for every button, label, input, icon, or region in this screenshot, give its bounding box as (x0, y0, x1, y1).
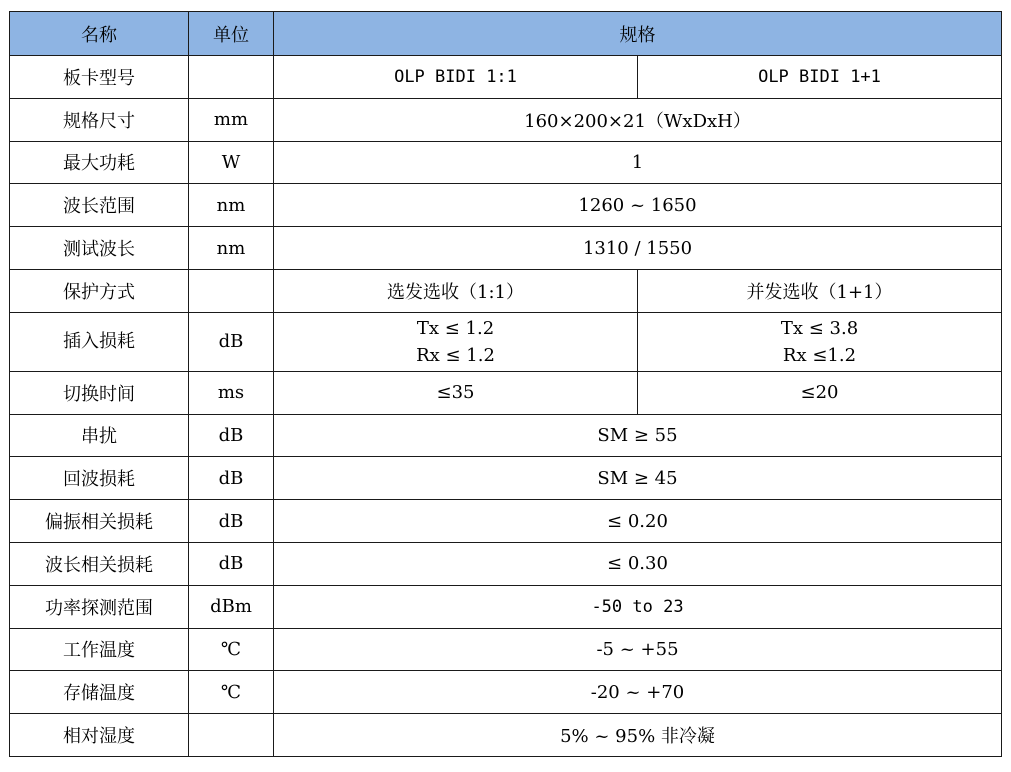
row-name: 工作温度 (10, 628, 189, 671)
row-value: 1 (274, 141, 1002, 184)
table-row (10, 141, 1002, 184)
row-value: -20 ~ +70 (274, 671, 1002, 714)
row-value-a: OLP BIDI 1:1 (274, 56, 638, 99)
row-value: ≤ 0.20 (274, 500, 1002, 543)
row-unit: dBm (189, 585, 274, 628)
row-name: 波长相关损耗 (10, 542, 189, 585)
table-row (10, 227, 1002, 270)
row-name: 回波损耗 (10, 457, 189, 500)
row-name: 插入损耗 (10, 312, 189, 371)
row-value: ≤ 0.30 (274, 542, 1002, 585)
table-row (10, 714, 1002, 757)
header-spec: 规格 (274, 12, 1002, 56)
table-row (10, 628, 1002, 671)
row-name: 测试波长 (10, 227, 189, 270)
table-row (10, 269, 1002, 312)
table-row (10, 542, 1002, 585)
row-value-b: OLP BIDI 1+1 (638, 56, 1002, 99)
row-name: 串扰 (10, 414, 189, 457)
table-row (10, 371, 1002, 414)
row-unit: ℃ (189, 628, 274, 671)
row-value: 160×200×21（WxDxH） (274, 98, 1002, 141)
row-unit: dB (189, 414, 274, 457)
insertion-loss-tx-b: Tx ≤ 3.8 (780, 317, 859, 339)
row-name: 规格尺寸 (10, 98, 189, 141)
row-value: 1310 / 1550 (274, 227, 1002, 270)
row-value-a: ≤35 (274, 371, 638, 414)
row-value-b (638, 312, 1002, 371)
table-row (10, 414, 1002, 457)
row-unit: dB (189, 312, 274, 371)
table-row (10, 98, 1002, 141)
row-unit (189, 269, 274, 312)
header-name: 名称 (10, 12, 189, 56)
row-name: 功率探测范围 (10, 585, 189, 628)
spec-table (9, 11, 1002, 757)
row-value: -5 ~ +55 (274, 628, 1002, 671)
table-row (10, 500, 1002, 543)
row-unit: dB (189, 500, 274, 543)
insertion-loss-tx-a: Tx ≤ 1.2 (416, 317, 495, 339)
row-value-b: 并发选收（1+1） (638, 269, 1002, 312)
row-value: 1260 ~ 1650 (274, 184, 1002, 227)
row-value: SM ≥ 45 (274, 457, 1002, 500)
row-value-b: ≤20 (638, 371, 1002, 414)
table-row (10, 312, 1002, 371)
row-name: 最大功耗 (10, 141, 189, 184)
row-unit: ms (189, 371, 274, 414)
insertion-loss-rx-b: Rx ≤1.2 (782, 344, 857, 366)
row-value: SM ≥ 55 (274, 414, 1002, 457)
row-name: 波长范围 (10, 184, 189, 227)
row-value-a: 选发选收（1:1） (274, 269, 638, 312)
row-value-a (274, 312, 638, 371)
row-name: 相对湿度 (10, 714, 189, 757)
row-unit (189, 714, 274, 757)
table-row (10, 184, 1002, 227)
row-unit: dB (189, 457, 274, 500)
row-name: 切换时间 (10, 371, 189, 414)
row-value: 5% ~ 95% 非冷凝 (274, 714, 1002, 757)
table-row (10, 585, 1002, 628)
row-unit (189, 56, 274, 99)
table-row (10, 56, 1002, 99)
row-name: 保护方式 (10, 269, 189, 312)
row-unit: ℃ (189, 671, 274, 714)
table-row (10, 671, 1002, 714)
header-row (10, 12, 1002, 56)
insertion-loss-rx-a: Rx ≤ 1.2 (416, 344, 495, 366)
table-row (10, 457, 1002, 500)
row-name: 板卡型号 (10, 56, 189, 99)
row-unit: nm (189, 184, 274, 227)
row-value: -50 to 23 (274, 585, 1002, 628)
row-unit: dB (189, 542, 274, 585)
row-name: 偏振相关损耗 (10, 500, 189, 543)
row-unit: mm (189, 98, 274, 141)
row-unit: W (189, 141, 274, 184)
row-unit: nm (189, 227, 274, 270)
row-name: 存储温度 (10, 671, 189, 714)
header-unit: 单位 (189, 12, 274, 56)
